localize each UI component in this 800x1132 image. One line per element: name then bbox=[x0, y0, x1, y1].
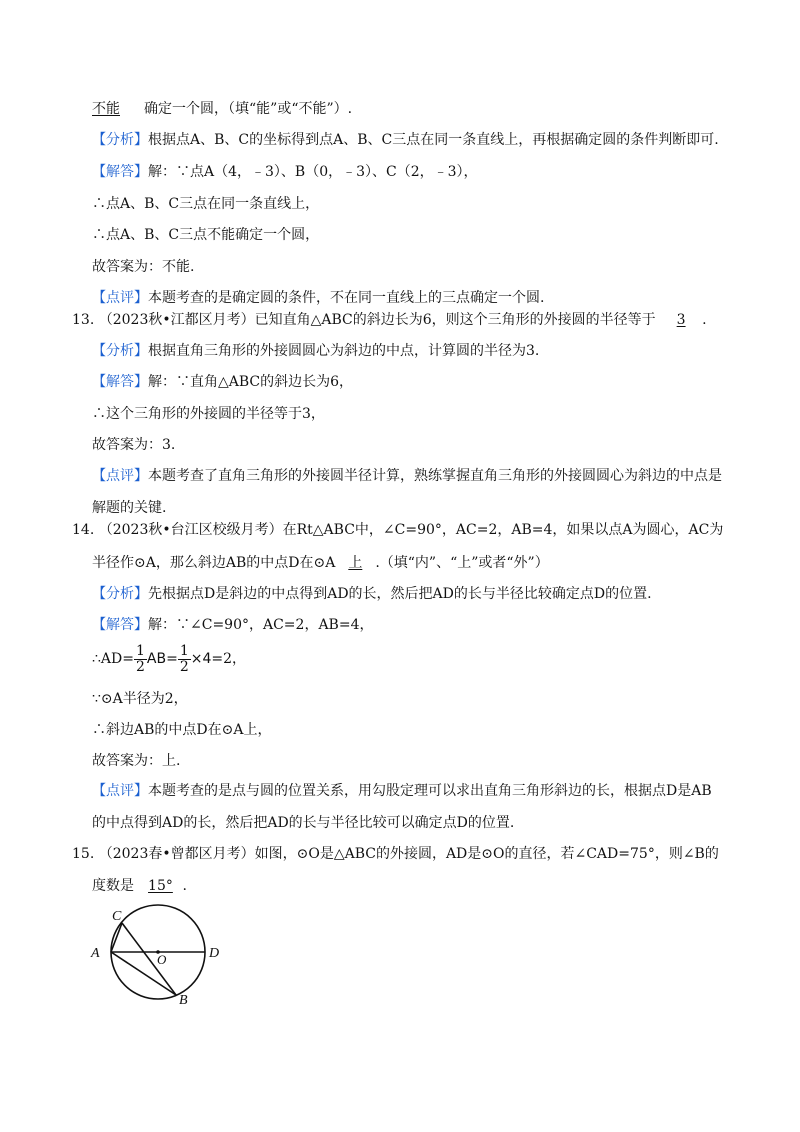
review-tag: 【点评】 bbox=[92, 468, 148, 484]
fraction-denominator: 2 bbox=[179, 658, 189, 675]
q15-circle-figure bbox=[85, 900, 235, 1010]
fraction-half-1 bbox=[134, 644, 147, 675]
q12-review bbox=[92, 288, 544, 308]
q13-analysis bbox=[92, 341, 539, 361]
q14-review-text: 本题考查的是点与圆的位置关系，用勾股定理可以求出直角三角形斜边的长，根据点D是AB bbox=[148, 783, 712, 799]
q13-stem-text: （2023秋•江都区月考）已知直角△ABC的斜边长为6，则这个三角形的外接圆的半径等于 bbox=[98, 312, 656, 328]
calc-prefix: ∴AD= bbox=[92, 651, 134, 667]
q13-answer-line-2: ∴这个三角形的外接圆的半径等于3， bbox=[92, 406, 325, 422]
q12-answer-line-2: ∴点A、B、C三点在同一条直线上， bbox=[92, 196, 320, 212]
calc-result: =2， bbox=[211, 651, 247, 667]
answer-tag: 【解答】 bbox=[92, 374, 148, 390]
analysis-tag: 【分析】 bbox=[92, 586, 148, 602]
label-o: O bbox=[157, 952, 167, 967]
q15-stem-line-2 bbox=[92, 876, 187, 896]
fraction-half-2 bbox=[178, 644, 191, 675]
label-a: A bbox=[91, 946, 100, 961]
q12-review-text: 本题考查的是确定圆的条件，不在同一直线上的三点确定一个圆. bbox=[148, 290, 545, 306]
q14-review bbox=[92, 781, 712, 801]
q14-analysis bbox=[92, 584, 652, 604]
fraction-numerator: 1 bbox=[135, 642, 145, 659]
q12-answer-line-3: ∴点A、B、C三点不能确定一个圆， bbox=[92, 227, 320, 243]
segment-cb bbox=[122, 923, 176, 995]
calc-equals: = bbox=[166, 651, 178, 667]
q14-stem-text: （2023秋•台江区校级月考）在Rt△ABC中，∠C=90°，AC=2，AB=4，如果以点A为圆心，AC为 bbox=[98, 522, 724, 538]
q14-stem-end: .（填“内”、“上”或者“外”） bbox=[375, 555, 549, 571]
q13-review-text: 本题考查了直角三角形的外接圆半径计算，熟练掌握直角三角形的外接圆圆心为斜边的中点是 bbox=[148, 468, 722, 484]
q14-review-line-2: 的中点得到AD的长，然后把AD的长与半径比较可以确定点D的位置. bbox=[92, 815, 515, 831]
label-c: C bbox=[112, 909, 122, 924]
q14-answer-text-1: 解：∵∠C=90°，AC=2，AB=4， bbox=[148, 617, 374, 633]
q13-answer-line-3: 故答案为：3. bbox=[92, 437, 176, 453]
q12-answer-line-4: 故答案为：不能. bbox=[92, 259, 195, 275]
q13-review bbox=[92, 466, 722, 486]
q12-answer-blank: 不能 bbox=[92, 101, 120, 117]
q12-stem-line bbox=[92, 99, 352, 119]
q15-answer-blank: 15° bbox=[148, 878, 173, 894]
analysis-tag: 【分析】 bbox=[92, 343, 148, 359]
q13-answer-line-1 bbox=[92, 372, 353, 392]
calc-ab: AB bbox=[146, 651, 167, 667]
q14-answer-line-3: ∵⊙A半径为2， bbox=[92, 691, 188, 707]
label-b: B bbox=[179, 993, 188, 1008]
review-tag: 【点评】 bbox=[92, 783, 148, 799]
answer-tag: 【解答】 bbox=[92, 164, 148, 180]
q13-answer-blank: 3 bbox=[676, 312, 686, 328]
q13-review-line-2: 解题的关键. bbox=[92, 500, 167, 516]
calc-times-four: ×4 bbox=[190, 651, 212, 667]
q15-stem-end: . bbox=[182, 878, 187, 894]
label-d: D bbox=[209, 946, 220, 961]
q12-analysis bbox=[92, 130, 719, 150]
fraction-denominator: 2 bbox=[135, 658, 145, 675]
q13-answer-text-1: 解：∵直角△ABC的斜边长为6， bbox=[148, 374, 354, 390]
q14-stem-line-2 bbox=[92, 553, 549, 573]
q15-stem-text-2: 度数是 bbox=[92, 878, 134, 894]
q12-stem-rest: 确定一个圆，（填“能”或“不能”）. bbox=[144, 101, 353, 117]
q14-answer-line-1 bbox=[92, 615, 373, 635]
q14-calculation bbox=[92, 642, 246, 676]
q14-analysis-text: 先根据点D是斜边的中点得到AD的长，然后把AD的长与半径比较确定点D的位置. bbox=[148, 586, 652, 602]
q13-number: 13. bbox=[72, 312, 95, 328]
q14-answer-line-4: ∴斜边AB的中点D在⊙A上， bbox=[92, 722, 272, 738]
q15-number: 15. bbox=[72, 846, 95, 862]
q12-answer-text-1: 解：∵点A（4，﹣3）、B（0，﹣3）、C（2，﹣3）， bbox=[148, 164, 478, 180]
q14-stem-text-2: 半径作⊙A，那么斜边AB的中点D在⊙A bbox=[92, 555, 336, 571]
analysis-tag: 【分析】 bbox=[92, 132, 148, 148]
q14-answer-blank: 上 bbox=[348, 555, 363, 571]
q14-answer-line-5: 故答案为：上. bbox=[92, 753, 181, 769]
q15-stem bbox=[72, 844, 719, 864]
answer-tag: 【解答】 bbox=[92, 617, 148, 633]
q13-analysis-text: 根据直角三角形的外接圆圆心为斜边的中点，计算圆的半径为3. bbox=[148, 343, 540, 359]
q13-stem-end: . bbox=[702, 312, 707, 328]
q14-stem bbox=[72, 520, 723, 540]
q14-number: 14. bbox=[72, 522, 95, 538]
review-tag: 【点评】 bbox=[92, 290, 148, 306]
q12-answer-line-1 bbox=[92, 162, 478, 182]
q15-stem-text: （2023春•曾都区月考）如图，⊙O是△ABC的外接圆，AD是⊙O的直径，若∠CAD=75°，则∠B的 bbox=[98, 846, 719, 862]
fraction-numerator: 1 bbox=[179, 642, 189, 659]
q12-analysis-text: 根据点A、B、C的坐标得到点A、B、C三点在同一条直线上，再根据确定圆的条件判断即可. bbox=[148, 132, 719, 148]
q13-stem bbox=[72, 310, 707, 330]
